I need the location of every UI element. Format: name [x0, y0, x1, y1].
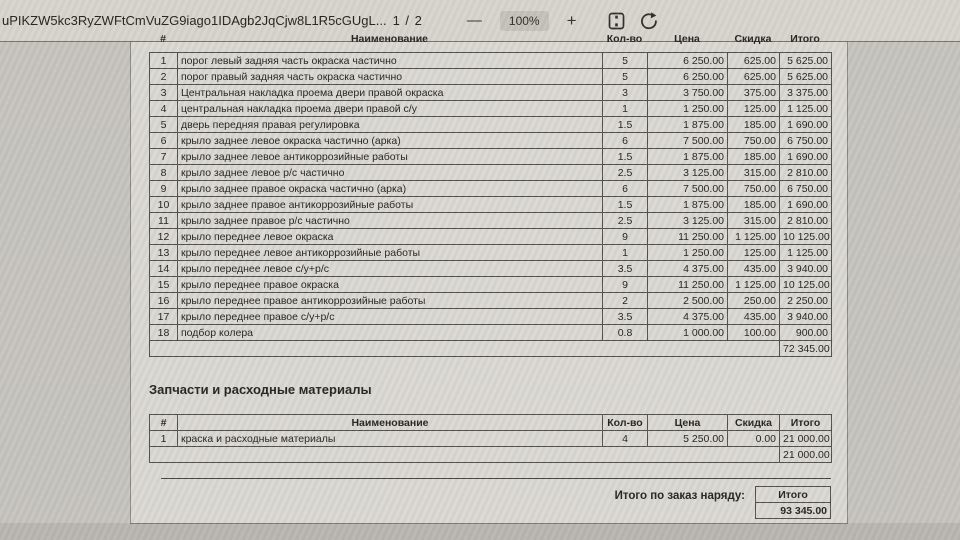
row-number-cell: 9 [150, 181, 178, 197]
price-cell: 1 875.00 [648, 149, 728, 165]
total-cell: 3 940.00 [780, 309, 832, 325]
qty-cell: 1 [603, 101, 648, 117]
row-number-cell: 17 [150, 309, 178, 325]
total-cell: 6 750.00 [780, 181, 832, 197]
column-header: Кол-во [606, 33, 643, 45]
qty-cell: 2 [603, 293, 648, 309]
works-table [149, 52, 832, 357]
discount-cell: 1 125.00 [728, 229, 780, 245]
row-number-cell: 1 [150, 53, 178, 69]
works-table-clipped-header [149, 33, 831, 50]
canvas-bottom-strip [0, 523, 960, 540]
name-cell: центральная накладка проема двери правой с/у [178, 101, 603, 117]
column-header: Скидка [734, 33, 772, 45]
total-cell: 2 810.00 [780, 213, 832, 229]
document-title: uPIKZW5kc3RyZWFtCmVuZG9iago1IDAgb2JqCjw8L1R5cGUgL... [2, 13, 387, 28]
total-cell: 1 125.00 [780, 101, 832, 117]
row-number-cell: 1 [150, 431, 178, 447]
qty-cell: 1 [603, 245, 648, 261]
price-cell: 1 000.00 [648, 325, 728, 341]
price-cell: 4 375.00 [648, 309, 728, 325]
discount-cell: 315.00 [728, 165, 780, 181]
table-row [150, 165, 832, 181]
discount-cell: 625.00 [728, 53, 780, 69]
discount-cell: 750.00 [728, 133, 780, 149]
row-number-cell: 16 [150, 293, 178, 309]
price-cell: 11 250.00 [648, 229, 728, 245]
table-row [150, 245, 832, 261]
price-cell: 3 125.00 [648, 213, 728, 229]
total-cell: 5 625.00 [780, 53, 832, 69]
row-number-cell: 13 [150, 245, 178, 261]
name-cell: порог левый задняя часть окраска частично [178, 53, 603, 69]
column-header: Наименование [350, 33, 429, 45]
table-row [150, 181, 832, 197]
table-row [150, 431, 832, 447]
parts-table-header [150, 415, 832, 431]
qty-cell: 5 [603, 69, 648, 85]
column-header: Скидка [728, 415, 780, 431]
row-number-cell: 7 [150, 149, 178, 165]
total-cell: 2 250.00 [780, 293, 832, 309]
fit-page-button[interactable] [607, 11, 626, 31]
column-header: Наименование [178, 415, 603, 431]
price-cell: 2 500.00 [648, 293, 728, 309]
row-number-cell: 5 [150, 117, 178, 133]
qty-cell: 2.5 [603, 213, 648, 229]
column-header: Итого [780, 415, 832, 431]
section-divider [161, 478, 831, 479]
row-number-cell: 4 [150, 101, 178, 117]
qty-cell: 9 [603, 229, 648, 245]
total-cell: 5 625.00 [780, 69, 832, 85]
price-cell: 11 250.00 [648, 277, 728, 293]
column-header: # [160, 33, 166, 45]
zoom-level: 100% [500, 11, 549, 31]
qty-cell: 1.5 [603, 117, 648, 133]
works-total-row [150, 341, 832, 357]
table-row [150, 213, 832, 229]
discount-cell: 185.00 [728, 197, 780, 213]
page-indicator[interactable]: 1 / 2 [392, 13, 423, 28]
table-row [150, 149, 832, 165]
row-number-cell: 8 [150, 165, 178, 181]
discount-cell: 375.00 [728, 85, 780, 101]
name-cell: Центральная накладка проема двери правой окраска [178, 85, 603, 101]
total-cell: 3 375.00 [780, 85, 832, 101]
rotate-icon [639, 11, 659, 31]
discount-cell: 435.00 [728, 261, 780, 277]
qty-cell: 1.5 [603, 149, 648, 165]
column-header: Итого [790, 33, 820, 45]
order-total-header: Итого [756, 487, 831, 503]
discount-cell: 750.00 [728, 181, 780, 197]
price-cell: 6 250.00 [648, 53, 728, 69]
fit-page-icon [607, 11, 626, 31]
qty-cell: 3 [603, 85, 648, 101]
table-row [150, 69, 832, 85]
row-number-cell: 2 [150, 69, 178, 85]
order-total-value: 93 345.00 [756, 503, 831, 519]
discount-cell: 0.00 [728, 431, 780, 447]
name-cell: крыло переднее левое окраска [178, 229, 603, 245]
qty-cell: 6 [603, 133, 648, 149]
qty-cell: 9 [603, 277, 648, 293]
name-cell: крыло переднее левое антикоррозийные работы [178, 245, 603, 261]
table-row [150, 293, 832, 309]
discount-cell: 1 125.00 [728, 277, 780, 293]
row-number-cell: 15 [150, 277, 178, 293]
table-row [150, 325, 832, 341]
qty-cell: 6 [603, 181, 648, 197]
row-number-cell: 10 [150, 197, 178, 213]
discount-cell: 125.00 [728, 245, 780, 261]
parts-section-title: Запчасти и расходные материалы [149, 382, 372, 397]
column-header: # [150, 415, 178, 431]
name-cell: краска и расходные материалы [178, 431, 603, 447]
qty-cell: 0.8 [603, 325, 648, 341]
table-row [150, 197, 832, 213]
name-cell: крыло переднее правое с/у+р/с [178, 309, 603, 325]
column-header: Цена [674, 33, 700, 45]
name-cell: крыло заднее левое р/с частично [178, 165, 603, 181]
qty-cell: 3.5 [603, 261, 648, 277]
name-cell: порог правый задняя часть окраска частично [178, 69, 603, 85]
table-row [150, 85, 832, 101]
row-number-cell: 11 [150, 213, 178, 229]
price-cell: 1 250.00 [648, 101, 728, 117]
price-cell: 6 250.00 [648, 69, 728, 85]
discount-cell: 125.00 [728, 101, 780, 117]
discount-cell: 315.00 [728, 213, 780, 229]
price-cell: 3 750.00 [648, 85, 728, 101]
table-row [150, 53, 832, 69]
total-cell: 6 750.00 [780, 133, 832, 149]
table-row [150, 101, 832, 117]
name-cell: подбор колера [178, 325, 603, 341]
name-cell: крыло переднее правое антикоррозийные работы [178, 293, 603, 309]
viewer-canvas [0, 33, 960, 540]
table-row [150, 261, 832, 277]
total-cell: 21 000.00 [780, 431, 832, 447]
total-cell: 2 810.00 [780, 165, 832, 181]
table-row [150, 309, 832, 325]
column-header: Цена [648, 415, 728, 431]
price-cell: 5 250.00 [648, 431, 728, 447]
discount-cell: 100.00 [728, 325, 780, 341]
total-cell: 1 690.00 [780, 117, 832, 133]
table-row [150, 229, 832, 245]
qty-cell: 3.5 [603, 309, 648, 325]
discount-cell: 185.00 [728, 117, 780, 133]
total-cell: 1 125.00 [780, 245, 832, 261]
rotate-button[interactable] [639, 11, 659, 31]
name-cell: крыло заднее левое антикоррозийные работы [178, 149, 603, 165]
order-total-label: Итого по заказ наряду: [614, 490, 745, 502]
qty-cell: 1.5 [603, 197, 648, 213]
total-cell: 900.00 [780, 325, 832, 341]
total-cell: 10 125.00 [780, 229, 832, 245]
table-row [150, 117, 832, 133]
discount-cell: 185.00 [728, 149, 780, 165]
zoom-out-button[interactable]: — [463, 13, 486, 28]
qty-cell: 5 [603, 53, 648, 69]
pdf-page [130, 33, 848, 524]
price-cell: 1 875.00 [648, 197, 728, 213]
discount-cell: 625.00 [728, 69, 780, 85]
name-cell: крыло переднее левое с/у+р/с [178, 261, 603, 277]
zoom-in-button[interactable]: + [563, 12, 581, 29]
qty-cell: 4 [603, 431, 648, 447]
name-cell: дверь передняя правая регулировка [178, 117, 603, 133]
total-cell: 1 690.00 [780, 149, 832, 165]
row-number-cell: 6 [150, 133, 178, 149]
name-cell: крыло заднее левое окраска частично (арка) [178, 133, 603, 149]
discount-cell: 250.00 [728, 293, 780, 309]
table-row [150, 277, 832, 293]
column-header: Кол-во [603, 415, 648, 431]
discount-cell: 435.00 [728, 309, 780, 325]
name-cell: крыло заднее правое р/с частично [178, 213, 603, 229]
order-total-box [755, 486, 831, 519]
price-cell: 1 250.00 [648, 245, 728, 261]
name-cell: крыло заднее правое антикоррозийные работы [178, 197, 603, 213]
total-cell: 3 940.00 [780, 261, 832, 277]
parts-total-value: 21 000.00 [780, 447, 832, 463]
qty-cell: 2.5 [603, 165, 648, 181]
parts-total-row [150, 447, 832, 463]
parts-table [149, 414, 832, 463]
name-cell: крыло переднее правое окраска [178, 277, 603, 293]
row-number-cell: 18 [150, 325, 178, 341]
price-cell: 7 500.00 [648, 181, 728, 197]
works-total-value: 72 345.00 [780, 341, 832, 357]
price-cell: 1 875.00 [648, 117, 728, 133]
row-number-cell: 12 [150, 229, 178, 245]
price-cell: 7 500.00 [648, 133, 728, 149]
price-cell: 3 125.00 [648, 165, 728, 181]
row-number-cell: 14 [150, 261, 178, 277]
table-row [150, 133, 832, 149]
total-cell: 1 690.00 [780, 197, 832, 213]
total-cell: 10 125.00 [780, 277, 832, 293]
order-summary [131, 486, 831, 519]
name-cell: крыло заднее правое окраска частично (арка) [178, 181, 603, 197]
row-number-cell: 3 [150, 85, 178, 101]
price-cell: 4 375.00 [648, 261, 728, 277]
